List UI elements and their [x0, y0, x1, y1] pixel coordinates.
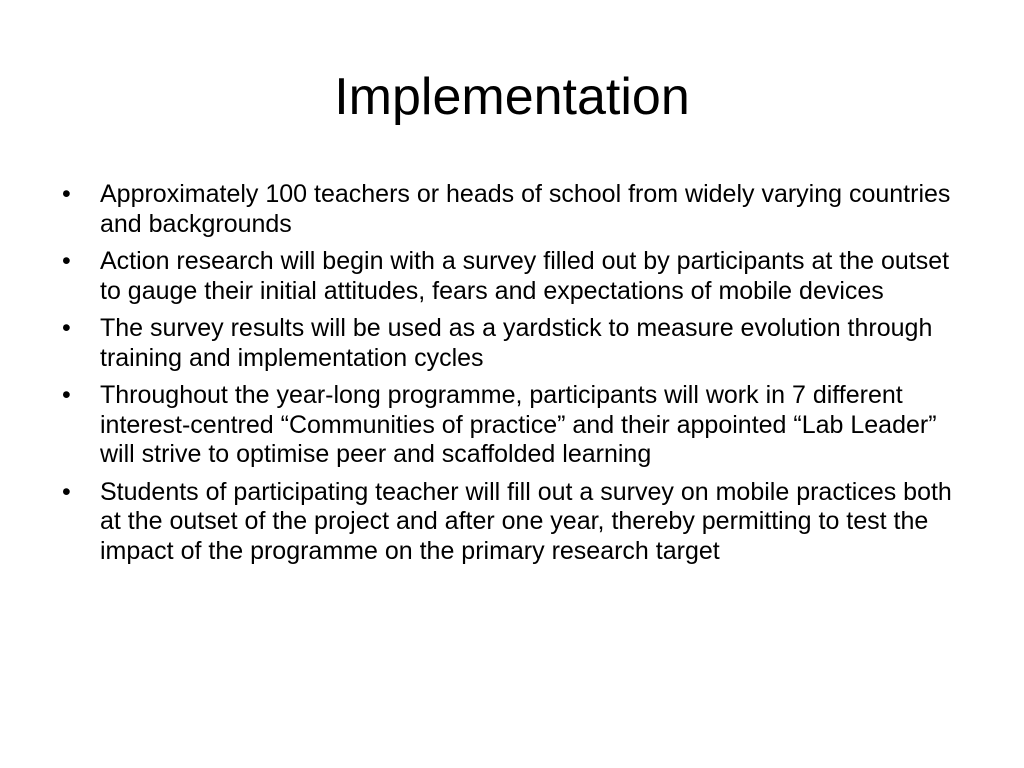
bullet-text: The survey results will be used as a yardstick to measure evolution through training and implementation cycles — [100, 314, 933, 372]
bullet-icon: • — [62, 180, 71, 208]
bullet-text: Throughout the year-long programme, participants will work in 7 different interest-centred “Communities of practice” and their appointed “Lab Leader” will strive to optimise peer and scaffolded learning — [100, 381, 937, 468]
bullet-text: Approximately 100 teachers or heads of school from widely varying countries and backgrounds — [100, 180, 951, 238]
bullet-icon: • — [62, 477, 71, 506]
bullet-icon: • — [62, 314, 71, 342]
bullet-icon: • — [62, 381, 71, 409]
bullet-item — [62, 180, 972, 239]
bullet-text: Students of participating teacher will fill out a survey on mobile practices both at the outset of the project and after one year, thereby permitting to test the impact of the programme on the primary research target — [100, 477, 952, 565]
bullet-icon: • — [62, 247, 71, 275]
bullet-item — [62, 314, 972, 373]
bullet-text: Action research will begin with a survey filled out by participants at the outset to gauge their initial attitudes, fears and expectations of mobile devices — [100, 247, 950, 305]
bullet-list — [62, 180, 972, 574]
bullet-item — [62, 381, 972, 470]
bullet-item — [62, 247, 972, 306]
slide-title: Implementation — [334, 68, 690, 126]
bullet-item — [62, 478, 972, 567]
